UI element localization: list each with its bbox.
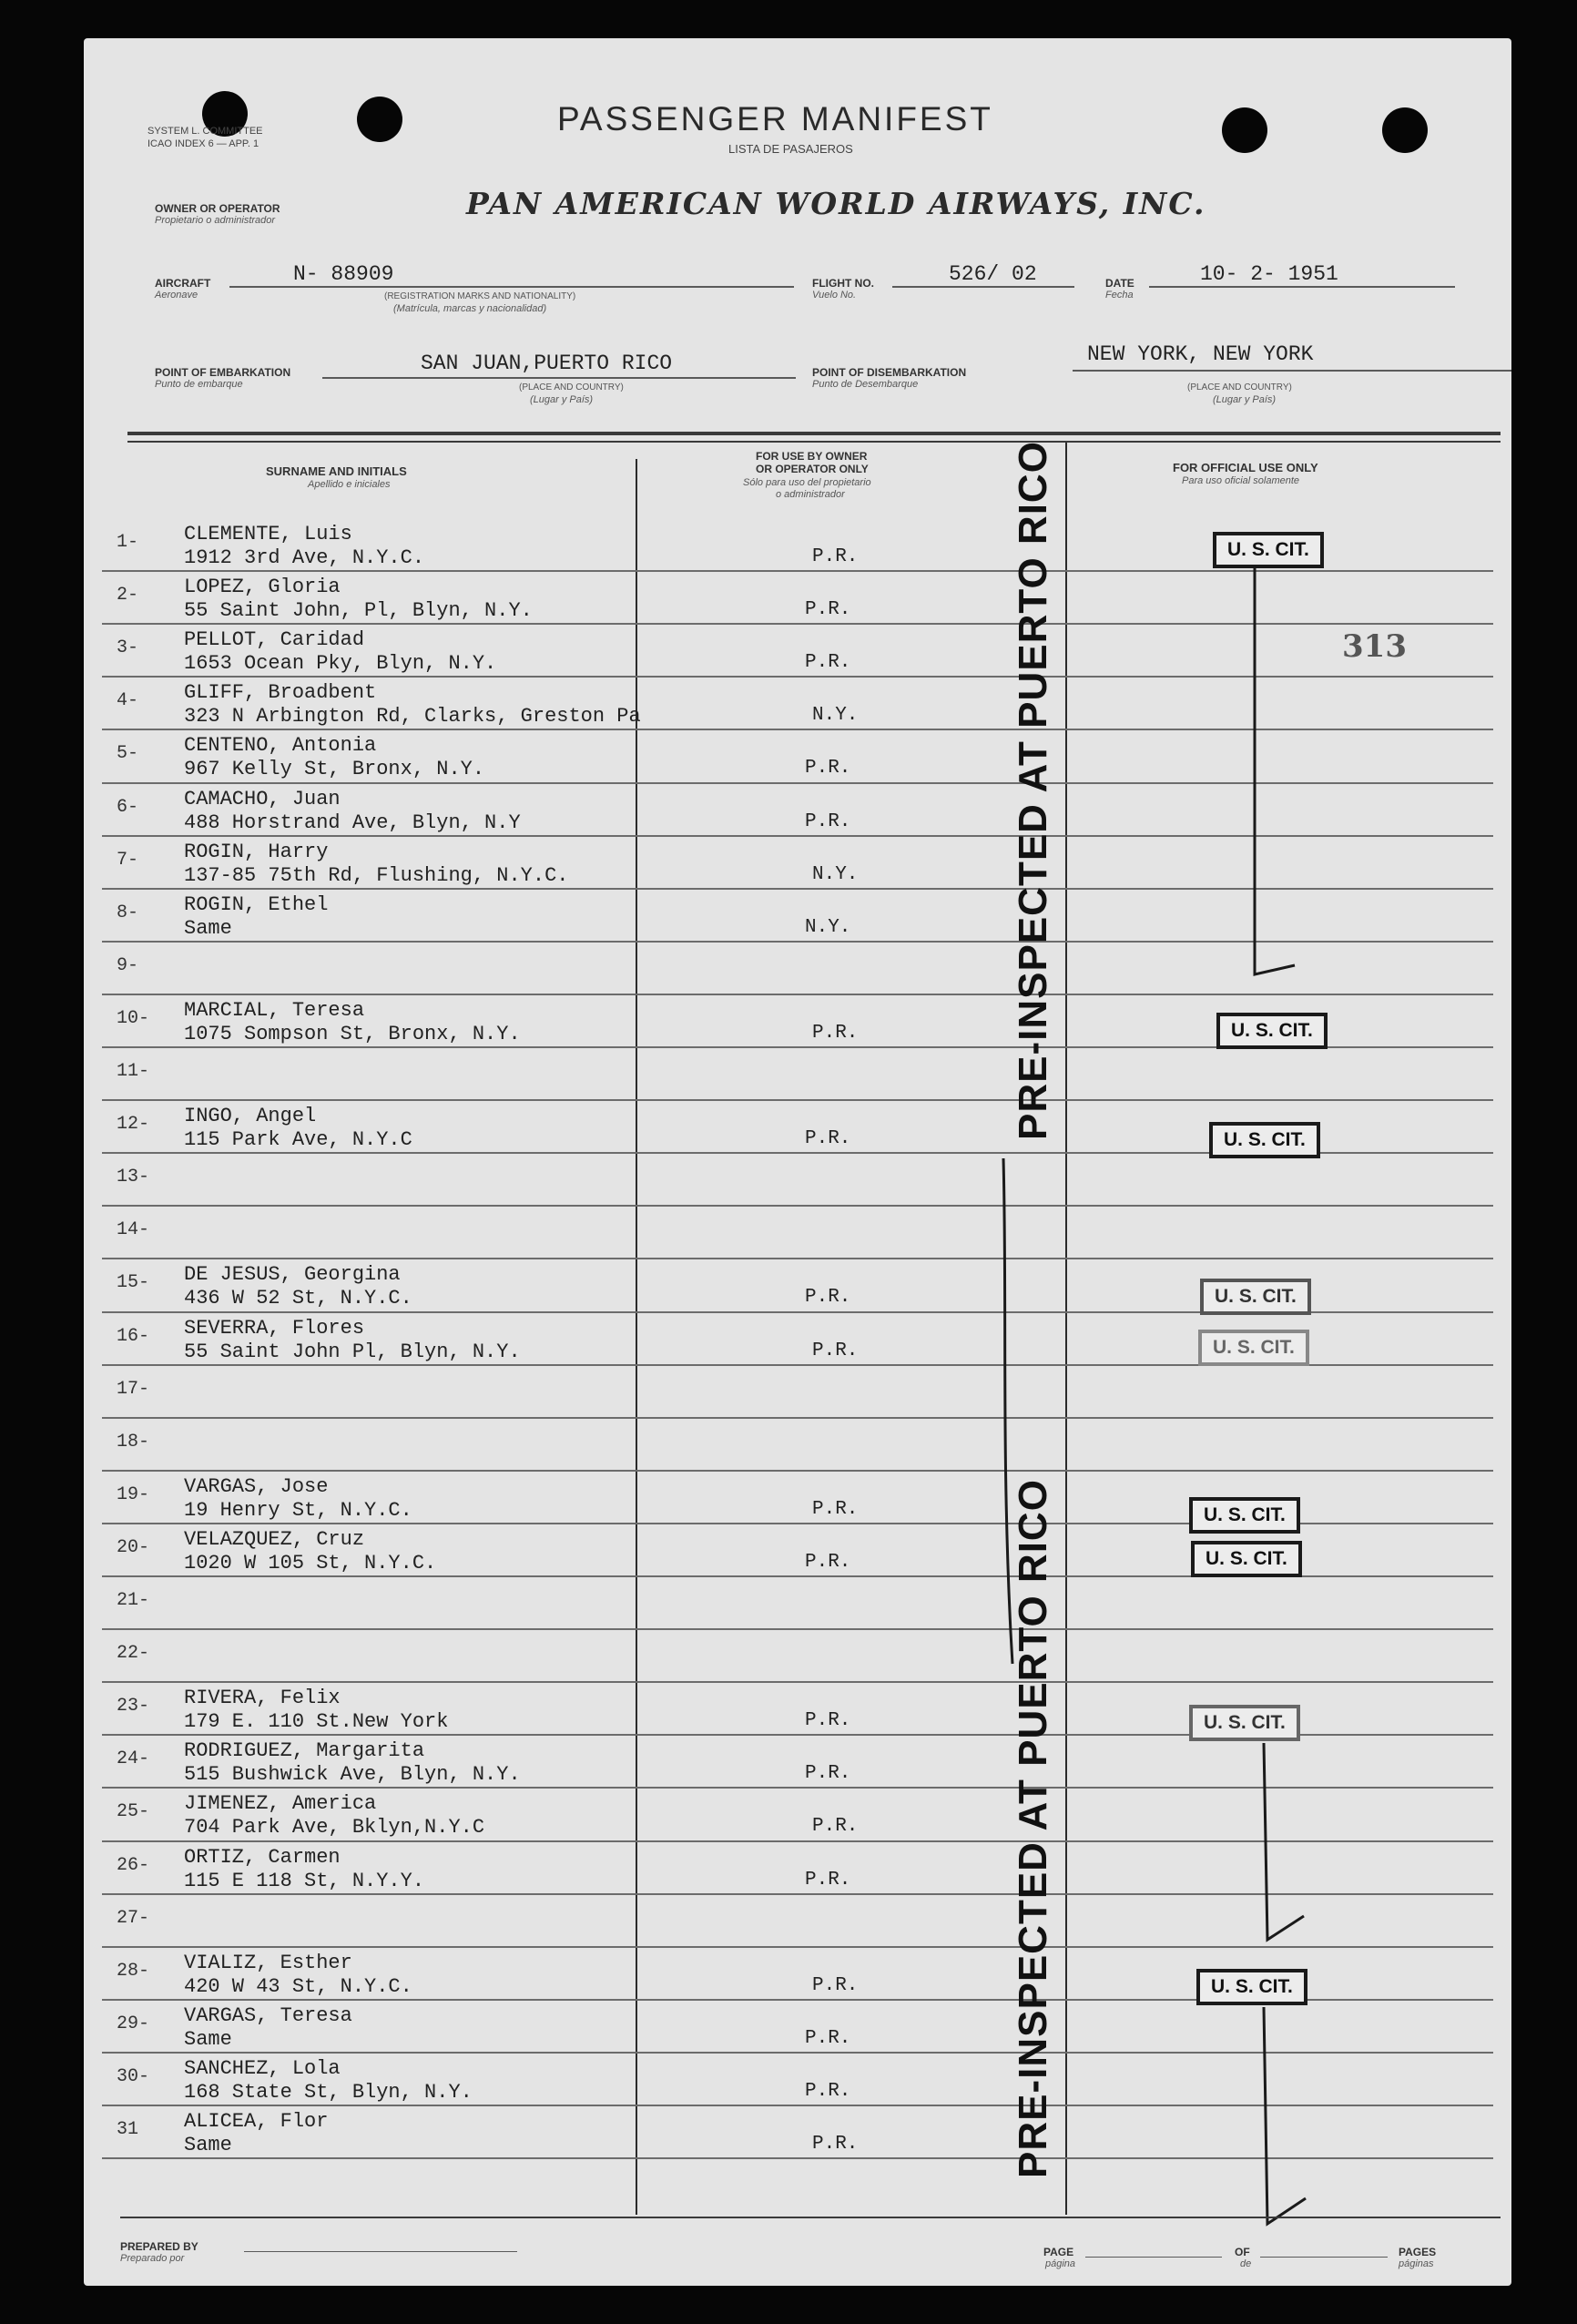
divider (322, 377, 796, 379)
row-number: 22- (117, 1643, 150, 1665)
passenger-address: 704 Park Ave, Bklyn,N.Y.C (184, 1816, 485, 1840)
registration-note: (REGISTRATION MARKS AND NATIONALITY) (384, 291, 576, 301)
date-label-es: Fecha (1105, 290, 1134, 301)
pages-label: PAGES (1399, 2246, 1437, 2258)
origin-code: P.R. (812, 546, 859, 567)
passenger-address: 1020 W 105 St, N.Y.C. (184, 1551, 437, 1575)
passenger-name: VARGAS, Jose (184, 1474, 329, 1498)
passenger-address: 515 Bushwick Ave, Blyn, N.Y. (184, 1763, 521, 1787)
origin-code: P.R. (805, 1869, 851, 1891)
prepared-by-label-es: Preparado por (120, 2253, 185, 2264)
row-rule (102, 1099, 1493, 1101)
passenger-address: 1075 Sompson St, Bronx, N.Y. (184, 1022, 521, 1045)
row-number: 9- (117, 954, 139, 976)
row-number: 21- (117, 1590, 150, 1611)
row-rule (102, 1258, 1493, 1259)
of-label: OF (1235, 2246, 1250, 2258)
check-mark-line (1257, 1743, 1320, 1952)
flight-label-es: Vuelo No. (812, 290, 857, 301)
passenger-address: 1912 3rd Ave, N.Y.C. (184, 546, 425, 569)
passenger-name: INGO, Angel (184, 1105, 317, 1128)
divider (229, 286, 794, 288)
passenger-address: Same (184, 2134, 232, 2156)
embark-label: POINT OF EMBARKATION (155, 366, 291, 379)
passenger-name: SEVERRA, Flores (184, 1316, 365, 1340)
col-official-header-es: Para uso oficial solamente (1182, 475, 1300, 486)
passenger-address: 179 E. 110 St.New York (184, 1710, 449, 1734)
row-number: 17- (117, 1378, 150, 1400)
divider (244, 2251, 517, 2252)
row-number: 7- (117, 849, 139, 871)
row-number: 6- (117, 796, 139, 818)
check-mark-line (1258, 2007, 1322, 2235)
of-label-es: de (1240, 2258, 1252, 2269)
page-subtitle: LISTA DE PASAJEROS (728, 142, 853, 156)
us-citizen-stamp: U. S. CIT. (1213, 532, 1324, 568)
col-official-header: FOR OFFICIAL USE ONLY (1173, 461, 1318, 474)
flight-value: 526/ 02 (949, 262, 1037, 286)
row-number: 10- (117, 1007, 150, 1029)
origin-code: P.R. (805, 1763, 851, 1785)
origin-code: N.Y. (812, 863, 859, 885)
owner-label-es: Propietario o administrador (155, 215, 276, 226)
row-rule (102, 1470, 1493, 1472)
row-number: 27- (117, 1907, 150, 1929)
divider (1149, 286, 1455, 288)
punch-hole (1222, 107, 1267, 153)
row-number: 29- (117, 2013, 150, 2034)
passenger-name: CAMACHO, Juan (184, 787, 341, 810)
origin-code: P.R. (805, 2027, 851, 2049)
origin-code: P.R. (812, 1022, 859, 1044)
row-number: 5- (117, 743, 139, 765)
registration-note-es: (Matrícula, marcas y nacionalidad) (393, 303, 547, 314)
page-label: PAGE (1043, 2246, 1074, 2258)
us-citizen-stamp: U. S. CIT. (1216, 1013, 1328, 1049)
row-rule (102, 994, 1493, 995)
us-citizen-stamp: U. S. CIT. (1189, 1497, 1300, 1534)
origin-code: P.R. (805, 2080, 851, 2102)
origin-code: P.R. (805, 758, 851, 780)
row-number: 15- (117, 1272, 150, 1294)
divider (892, 286, 1074, 288)
disembark-label: POINT OF DISEMBARKATION (812, 366, 967, 379)
passenger-address: 420 W 43 St, N.Y.C. (184, 1974, 412, 1998)
us-citizen-stamp: U. S. CIT. (1196, 1969, 1307, 2005)
us-citizen-stamp: U. S. CIT. (1209, 1122, 1320, 1158)
passenger-address: Same (184, 916, 232, 940)
us-citizen-stamp: U. S. CIT. (1200, 1279, 1311, 1315)
punch-hole (357, 97, 402, 142)
col-owner-header: FOR USE BY OWNER (756, 450, 868, 463)
row-number: 25- (117, 1801, 150, 1823)
origin-code: P.R. (812, 1974, 859, 1996)
origin-code: P.R. (805, 1710, 851, 1732)
hand-drawn-line (994, 1158, 1031, 1668)
page-title: PASSENGER MANIFEST (557, 100, 993, 138)
origin-code: P.R. (812, 1816, 859, 1838)
row-number: 16- (117, 1325, 150, 1347)
origin-code: P.R. (805, 599, 851, 621)
passenger-name: VIALIZ, Esther (184, 1951, 352, 1974)
disembark-label-es: Punto de Desembarque (812, 379, 919, 390)
passenger-address: 168 State St, Blyn, N.Y. (184, 2080, 473, 2104)
divider (1260, 2257, 1388, 2258)
embark-label-es: Punto de embarque (155, 379, 243, 390)
row-number: 1- (117, 532, 139, 553)
row-number: 24- (117, 1748, 150, 1770)
check-mark-line (1249, 568, 1313, 987)
passenger-address: 55 Saint John Pl, Blyn, N.Y. (184, 1340, 521, 1363)
owner-label: OWNER OR OPERATOR (155, 202, 280, 215)
disembark-note: (PLACE AND COUNTRY) (1187, 382, 1292, 392)
embark-note: (PLACE AND COUNTRY) (519, 382, 624, 392)
passenger-address: 436 W 52 St, N.Y.C. (184, 1287, 412, 1310)
page-label-es: página (1045, 2258, 1076, 2269)
row-number: 19- (117, 1483, 150, 1505)
col-surname-header-es: Apellido e iniciales (308, 479, 391, 490)
us-citizen-stamp: U. S. CIT. (1198, 1330, 1309, 1366)
corner-note: ICAO INDEX 6 — APP. 1 (148, 138, 259, 149)
row-number: 30- (117, 2065, 150, 2087)
row-number: 8- (117, 902, 139, 923)
passenger-name: DE JESUS, Georgina (184, 1263, 401, 1287)
passenger-name: CLEMENTE, Luis (184, 523, 352, 545)
passenger-address: Same (184, 2027, 232, 2051)
passenger-name: ALICEA, Flor (184, 2110, 329, 2133)
aircraft-value: N- 88909 (293, 262, 394, 286)
row-number: 2- (117, 585, 139, 606)
row-number: 23- (117, 1696, 150, 1718)
origin-code: P.R. (812, 1498, 859, 1520)
passenger-name: GLIFF, Broadbent (184, 681, 377, 705)
numeric-annotation: 313 (1342, 628, 1407, 665)
passenger-address: 323 N Arbington Rd, Clarks, Greston Pa (184, 705, 641, 729)
passenger-name: JIMENEZ, America (184, 1792, 377, 1816)
row-number: 4- (117, 690, 139, 712)
origin-code: P.R. (805, 1551, 851, 1573)
passenger-name: RODRIGUEZ, Margarita (184, 1739, 425, 1763)
divider (1073, 370, 1511, 372)
passenger-name: CENTENO, Antonia (184, 734, 377, 758)
pages-label-es: páginas (1399, 2258, 1434, 2269)
date-value: 10- 2- 1951 (1200, 262, 1338, 286)
date-label: DATE (1105, 277, 1134, 290)
row-number: 12- (117, 1114, 150, 1136)
disembark-note-es: (Lugar y País) (1213, 394, 1277, 405)
footer-rule (120, 2217, 1501, 2218)
column-divider (1065, 443, 1067, 2215)
disembark-value: NEW YORK, NEW YORK (1087, 342, 1314, 366)
row-rule (102, 1628, 1493, 1630)
row-rule (102, 1417, 1493, 1419)
row-rule (102, 1205, 1493, 1207)
passenger-name: SANCHEZ, Lola (184, 2056, 341, 2080)
origin-code: P.R. (805, 810, 851, 832)
row-number: 26- (117, 1854, 150, 1876)
row-number: 14- (117, 1219, 150, 1241)
passenger-name: VELAZQUEZ, Cruz (184, 1527, 365, 1551)
us-citizen-stamp: U. S. CIT. (1189, 1705, 1300, 1741)
origin-code: P.R. (812, 2134, 859, 2155)
embark-note-es: (Lugar y País) (530, 394, 594, 405)
passenger-name: VARGAS, Teresa (184, 2003, 352, 2027)
origin-code: P.R. (805, 1128, 851, 1150)
origin-code: P.R. (805, 652, 851, 674)
passenger-address: 967 Kelly St, Bronx, N.Y. (184, 758, 485, 781)
origin-code: P.R. (812, 1340, 859, 1361)
row-number: 20- (117, 1536, 150, 1558)
passenger-name: ORTIZ, Carmen (184, 1845, 341, 1869)
table-top-rule (127, 432, 1501, 435)
aircraft-label-es: Aeronave (155, 290, 198, 301)
corner-note: SYSTEM L. COMMITTEE (148, 126, 263, 137)
origin-code: N.Y. (805, 916, 851, 938)
row-number: 13- (117, 1167, 150, 1188)
row-rule (102, 1681, 1493, 1683)
pre-inspected-stamp: PRE-INSPECTED AT PUERTO RICO (1011, 1479, 1055, 2178)
us-citizen-stamp: U. S. CIT. (1191, 1541, 1302, 1577)
punch-hole (1382, 107, 1428, 153)
passenger-address: 115 E 118 St, N.Y.Y. (184, 1869, 425, 1892)
origin-code: P.R. (805, 1287, 851, 1309)
passenger-address: 137-85 75th Rd, Flushing, N.Y.C. (184, 863, 569, 887)
origin-code: N.Y. (812, 705, 859, 727)
col-owner-header: OR OPERATOR ONLY (756, 463, 869, 475)
manifest-sheet (84, 38, 1511, 2286)
passenger-address: 488 Horstrand Ave, Blyn, N.Y (184, 810, 521, 834)
passenger-address: 55 Saint John, Pl, Blyn, N.Y. (184, 599, 533, 623)
col-owner-header-es: Sólo para uso del propietario (743, 477, 871, 488)
aircraft-label: AIRCRAFT (155, 277, 211, 290)
col-surname-header: SURNAME AND INITIALS (266, 464, 407, 478)
passenger-address: 115 Park Ave, N.Y.C (184, 1128, 412, 1152)
passenger-name: LOPEZ, Gloria (184, 576, 341, 599)
row-number: 28- (117, 1960, 150, 1982)
passenger-name: ROGIN, Ethel (184, 892, 329, 916)
row-number: 3- (117, 637, 139, 659)
row-number: 31 (117, 2119, 139, 2140)
company-name: PAN AMERICAN WORLD AIRWAYS, INC. (466, 186, 1206, 221)
passenger-address: 1653 Ocean Pky, Blyn, N.Y. (184, 652, 497, 676)
passenger-name: RIVERA, Felix (184, 1687, 341, 1710)
table-top-rule (127, 441, 1501, 443)
passenger-name: MARCIAL, Teresa (184, 998, 365, 1022)
passenger-name: PELLOT, Caridad (184, 628, 365, 652)
pre-inspected-stamp: PRE-INSPECTED AT PUERTO RICO (1011, 441, 1055, 1140)
passenger-address: 19 Henry St, N.Y.C. (184, 1498, 412, 1522)
embark-value: SAN JUAN,PUERTO RICO (421, 352, 673, 375)
flight-label: FLIGHT NO. (812, 277, 874, 290)
col-owner-header-es: o administrador (776, 489, 845, 500)
passenger-name: ROGIN, Harry (184, 840, 329, 863)
divider (1085, 2257, 1222, 2258)
row-number: 18- (117, 1431, 150, 1452)
row-number: 11- (117, 1061, 150, 1082)
prepared-by-label: PREPARED BY (120, 2240, 198, 2253)
